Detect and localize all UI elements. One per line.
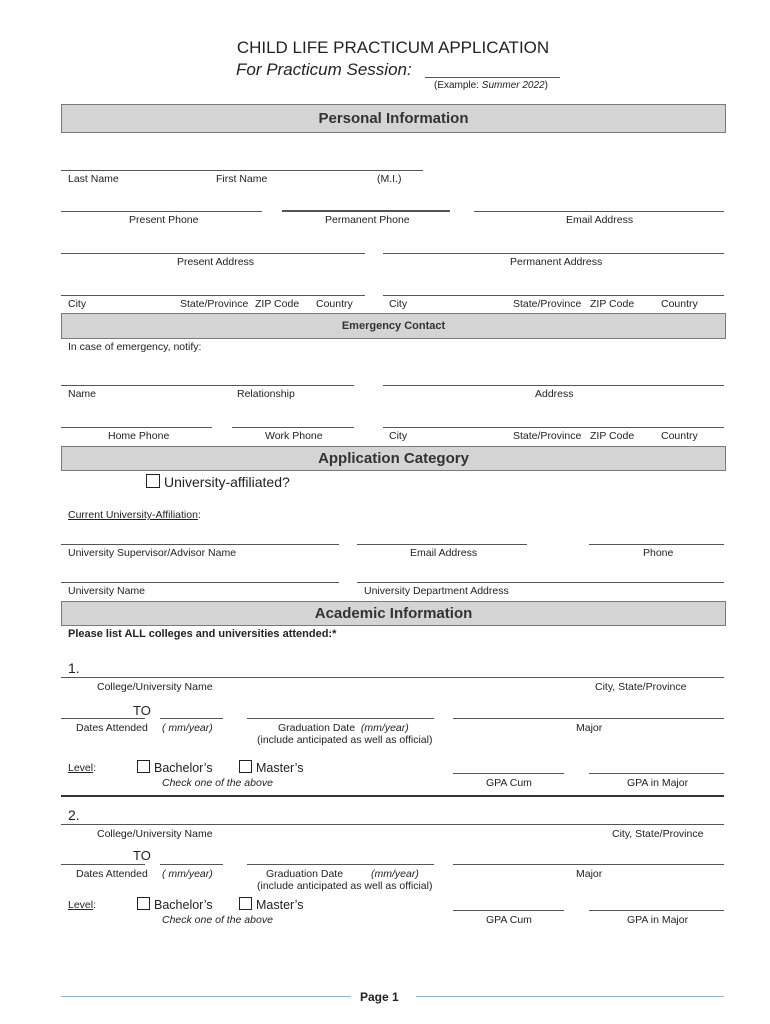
bachelors-option[interactable]: Bachelor’s — [137, 760, 213, 775]
graduation-date-field[interactable] — [247, 864, 434, 865]
masters-option[interactable]: Master’s — [239, 760, 303, 775]
department-address-label: University Department Address — [364, 585, 509, 597]
present-phone-label: Present Phone — [129, 214, 199, 226]
email-field[interactable] — [474, 211, 724, 212]
date-start-field[interactable] — [61, 864, 145, 865]
permanent-city-field[interactable] — [383, 295, 724, 296]
entry-number: 1. — [68, 660, 80, 676]
supervisor-field[interactable] — [61, 544, 339, 545]
perm-country-label: Country — [661, 298, 698, 310]
emergency-relationship-label: Relationship — [237, 388, 295, 400]
category-phone-label: Phone — [643, 547, 674, 559]
category-email-field[interactable] — [357, 544, 527, 545]
session-field[interactable] — [425, 77, 560, 78]
first-name-label: First Name — [216, 173, 268, 185]
dates-attended-label: Dates Attended — [76, 722, 148, 734]
home-phone-field[interactable] — [61, 427, 212, 428]
graduation-date-label: Graduation Date — [266, 868, 344, 880]
date-end-field[interactable] — [160, 718, 223, 719]
mmyear-label: ( mm/year) — [162, 722, 213, 734]
gpa-cum-field[interactable] — [453, 910, 564, 911]
work-phone-label: Work Phone — [265, 430, 323, 442]
form-title: CHILD LIFE PRACTICUM APPLICATION — [236, 38, 550, 57]
category-phone-field[interactable] — [589, 544, 724, 545]
graduation-note: (include anticipated as well as official) — [257, 734, 433, 746]
emergency-city-field[interactable] — [383, 427, 724, 428]
university-name-label: University Name — [68, 585, 146, 597]
bachelors-option[interactable]: Bachelor’s — [137, 897, 213, 912]
graduation-note: (include anticipated as well as official) — [257, 880, 433, 892]
state-label: State/Province — [180, 298, 249, 310]
college-city-label: City, State/Province — [595, 681, 687, 693]
gpa-major-label: GPA in Major — [627, 777, 689, 789]
home-phone-label: Home Phone — [108, 430, 170, 442]
emergency-state-label: State/Province — [513, 430, 582, 442]
emergency-name-label: Name — [68, 388, 97, 400]
college-name-field[interactable] — [61, 677, 724, 678]
emergency-address-field[interactable] — [383, 385, 724, 386]
gpa-cum-label: GPA Cum — [486, 777, 532, 789]
major-field[interactable] — [453, 718, 724, 719]
emergency-contact-header: Emergency Contact — [61, 313, 726, 339]
page-number: Page 1 — [360, 990, 399, 1004]
level-label: Level: — [68, 899, 97, 911]
permanent-address-field[interactable] — [383, 253, 724, 254]
session-example: (Example: Summer 2022) — [434, 80, 548, 91]
bachelors-checkbox[interactable] — [137, 760, 150, 773]
emergency-intro: In case of emergency, notify: — [68, 341, 202, 353]
present-address-field[interactable] — [61, 253, 365, 254]
masters-checkbox[interactable] — [239, 760, 252, 773]
mi-label: (M.I.) — [377, 173, 402, 185]
city-label: City — [68, 298, 87, 310]
level-label: Level: — [68, 762, 97, 774]
mmyear-label: ( mm/year) — [162, 868, 213, 880]
bachelors-checkbox[interactable] — [137, 897, 150, 910]
university-affiliated-checkbox[interactable] — [146, 474, 160, 488]
permanent-address-label: Permanent Address — [510, 256, 603, 268]
country-label: Country — [316, 298, 353, 310]
date-end-field[interactable] — [160, 864, 223, 865]
date-start-field[interactable] — [61, 718, 145, 719]
gpa-cum-label: GPA Cum — [486, 914, 532, 926]
to-label: TO — [133, 848, 151, 863]
college-name-label: College/University Name — [97, 681, 213, 693]
gpa-major-field[interactable] — [589, 910, 724, 911]
perm-city-label: City — [389, 298, 408, 310]
present-city-field[interactable] — [61, 295, 365, 296]
last-name-label: Last Name — [68, 173, 119, 185]
work-phone-field[interactable] — [232, 427, 354, 428]
department-address-field[interactable] — [357, 582, 724, 583]
emergency-country-label: Country — [661, 430, 698, 442]
major-field[interactable] — [453, 864, 724, 865]
present-address-label: Present Address — [177, 256, 255, 268]
supervisor-label: University Supervisor/Advisor Name — [68, 547, 237, 559]
entry-number: 2. — [68, 807, 80, 823]
graduation-date-field[interactable] — [247, 718, 434, 719]
gpa-cum-field[interactable] — [453, 773, 564, 774]
zip-label: ZIP Code — [255, 298, 300, 310]
footer-rule-right — [416, 996, 724, 997]
major-label: Major — [576, 868, 603, 880]
permanent-phone-label: Permanent Phone — [325, 214, 410, 226]
college-city-label: City, State/Province — [612, 828, 704, 840]
college-name-label: College/University Name — [97, 828, 213, 840]
gpa-major-field[interactable] — [589, 773, 724, 774]
category-email-label: Email Address — [410, 547, 478, 559]
personal-info-header: Personal Information — [61, 104, 726, 133]
emergency-zip-label: ZIP Code — [590, 430, 635, 442]
check-note: Check one of the above — [162, 914, 273, 926]
footer-rule-left — [61, 996, 351, 997]
university-affiliated-option[interactable] — [146, 474, 290, 490]
present-phone-field[interactable] — [61, 211, 262, 212]
emergency-address-label: Address — [535, 388, 574, 400]
name-field[interactable] — [61, 170, 423, 171]
email-label: Email Address — [566, 214, 634, 226]
to-label: TO — [133, 703, 151, 718]
permanent-phone-field[interactable] — [282, 210, 450, 212]
gpa-major-label: GPA in Major — [627, 914, 689, 926]
application-category-header: Application Category — [61, 446, 726, 471]
major-label: Major — [576, 722, 603, 734]
academic-instruction: Please list ALL colleges and universities attended:* — [68, 628, 337, 640]
university-name-field[interactable] — [61, 582, 339, 583]
entry-separator — [61, 795, 724, 797]
emergency-city-label: City — [389, 430, 408, 442]
masters-checkbox[interactable] — [239, 897, 252, 910]
college-name-field[interactable] — [61, 824, 724, 825]
graduation-format-label: (mm/year) — [371, 868, 419, 880]
university-affiliated-label: University-affiliated? — [164, 474, 290, 490]
dates-attended-label: Dates Attended — [76, 868, 148, 880]
emergency-name-field[interactable] — [61, 385, 354, 386]
current-affiliation-label: Current University-Affiliation: — [68, 509, 201, 521]
check-note: Check one of the above — [162, 777, 273, 789]
academic-info-header: Academic Information — [61, 601, 726, 626]
masters-option[interactable]: Master’s — [239, 897, 303, 912]
perm-state-label: State/Province — [513, 298, 582, 310]
perm-zip-label: ZIP Code — [590, 298, 635, 310]
graduation-date-label: Graduation Date (mm/year) — [278, 722, 409, 734]
session-label: For Practicum Session: — [236, 60, 412, 79]
